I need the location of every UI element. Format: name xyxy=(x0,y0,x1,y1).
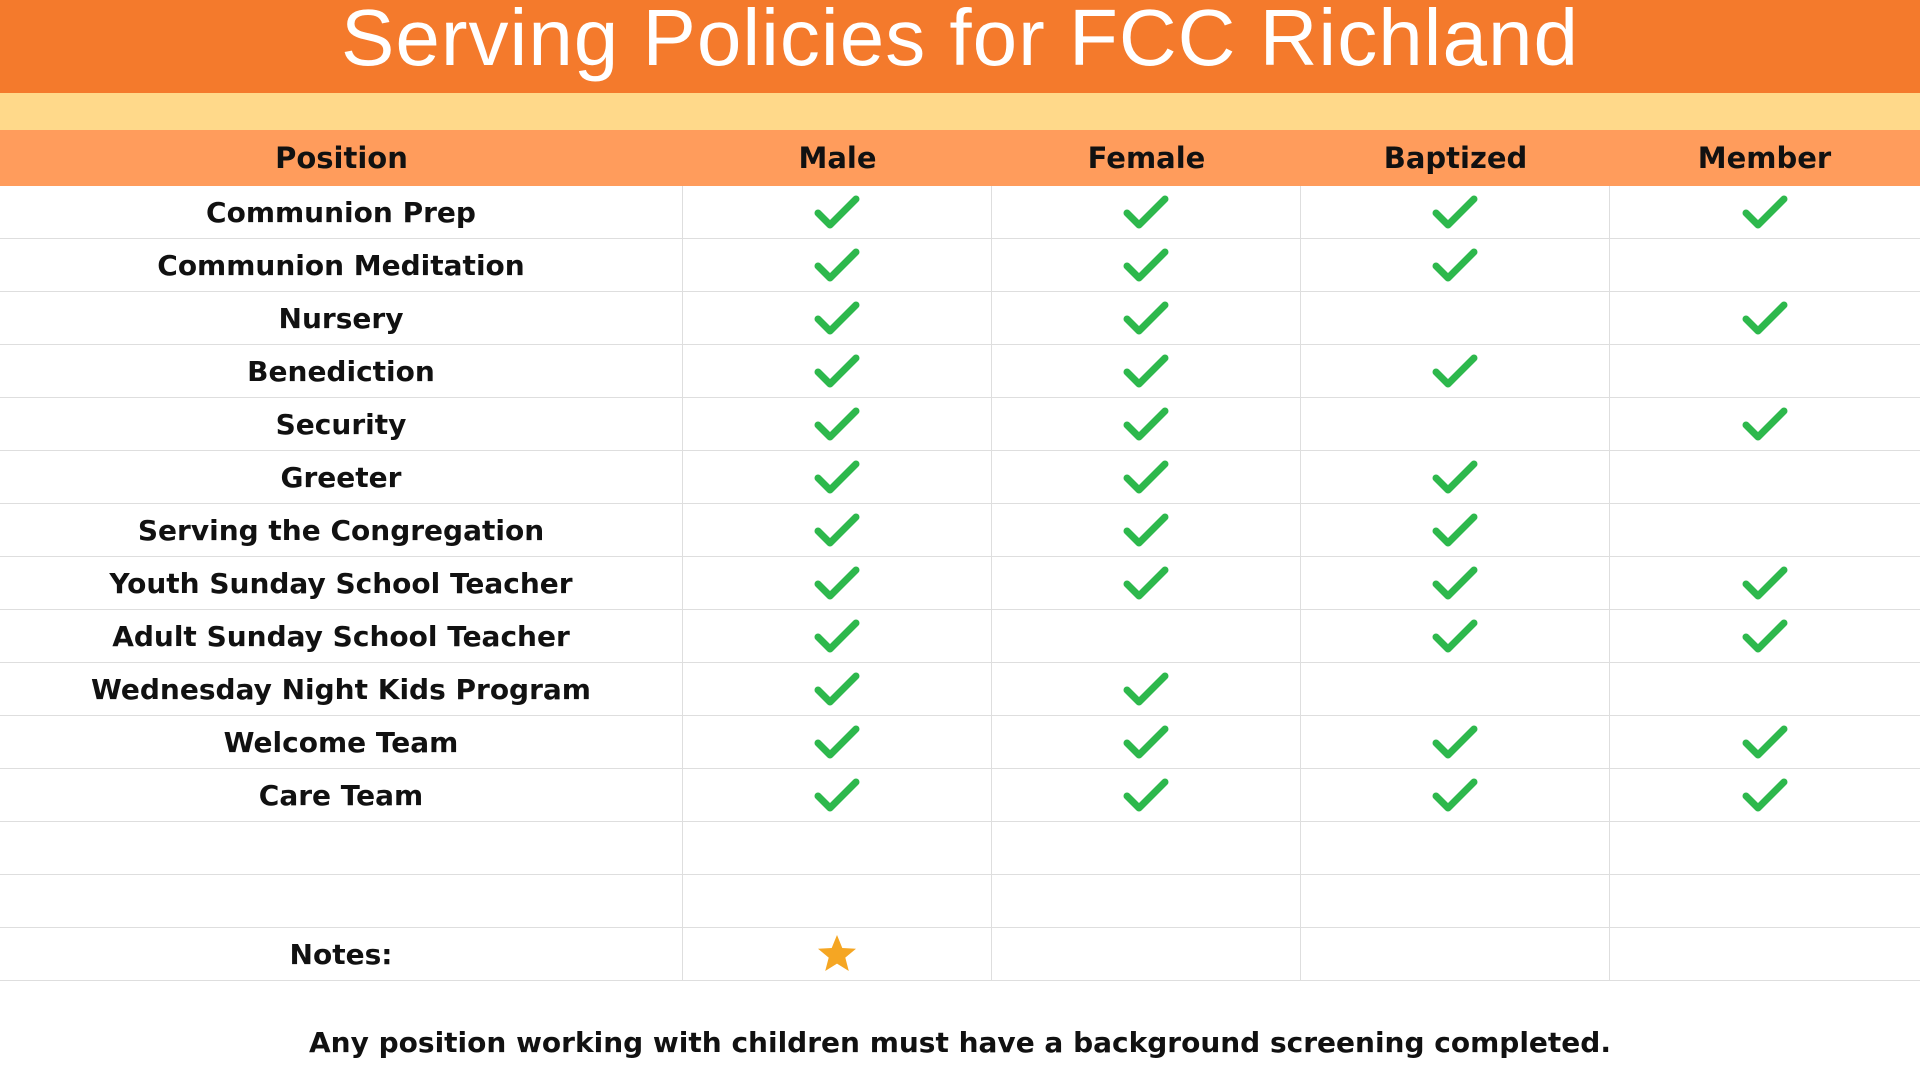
female-cell xyxy=(992,186,1301,238)
checkmark-icon xyxy=(1741,722,1789,762)
table-row xyxy=(0,292,1920,345)
male-cell xyxy=(683,239,992,291)
baptized-cell xyxy=(1301,557,1610,609)
empty-row xyxy=(0,875,1920,928)
position-cell xyxy=(0,769,683,821)
empty-cell xyxy=(1301,875,1610,927)
baptized-cell xyxy=(1301,186,1610,238)
female-cell xyxy=(992,398,1301,450)
checkmark-icon xyxy=(813,245,861,285)
empty-cell xyxy=(0,822,683,874)
position-cell xyxy=(0,186,683,238)
checkmark-icon xyxy=(1431,457,1479,497)
member-cell xyxy=(1610,769,1919,821)
position-cell xyxy=(0,292,683,344)
checkmark-icon xyxy=(1741,404,1789,444)
male-cell xyxy=(683,663,992,715)
title-bar xyxy=(0,0,1920,93)
checkmark-icon xyxy=(1431,351,1479,391)
empty-cell xyxy=(992,822,1301,874)
member-cell xyxy=(1610,663,1919,715)
empty-cell xyxy=(1301,928,1610,980)
checkmark-icon xyxy=(813,457,861,497)
table-row xyxy=(0,716,1920,769)
position-label: Wednesday Night Kids Program xyxy=(91,672,591,706)
table-header xyxy=(0,130,1920,186)
checkmark-icon xyxy=(1431,616,1479,656)
baptized-cell xyxy=(1301,610,1610,662)
position-label: Benediction xyxy=(247,354,435,388)
position-label: Welcome Team xyxy=(223,725,459,759)
male-cell xyxy=(683,769,992,821)
checkmark-icon xyxy=(1122,775,1170,815)
baptized-cell xyxy=(1301,451,1610,503)
male-cell xyxy=(683,292,992,344)
female-cell xyxy=(992,292,1301,344)
checkmark-icon xyxy=(1122,351,1170,391)
footer-note: Any position working with children must have a background screening completed. xyxy=(309,1026,1611,1059)
table-row xyxy=(0,663,1920,716)
checkmark-icon xyxy=(813,616,861,656)
empty-cell xyxy=(992,875,1301,927)
position-cell xyxy=(0,557,683,609)
female-cell xyxy=(992,345,1301,397)
header-female: Female xyxy=(1087,141,1206,175)
baptized-cell xyxy=(1301,716,1610,768)
checkmark-icon xyxy=(1122,722,1170,762)
table-row xyxy=(0,769,1920,822)
table-row xyxy=(0,610,1920,663)
member-cell xyxy=(1610,557,1919,609)
table-row xyxy=(0,345,1920,398)
notes-label-cell xyxy=(0,928,683,980)
empty-cell xyxy=(0,875,683,927)
checkmark-icon xyxy=(813,669,861,709)
empty-cell xyxy=(683,822,992,874)
female-cell xyxy=(992,451,1301,503)
position-label: Care Team xyxy=(258,778,424,812)
header-position: Position xyxy=(275,141,408,175)
male-cell xyxy=(683,557,992,609)
position-cell xyxy=(0,398,683,450)
baptized-cell xyxy=(1301,504,1610,556)
male-cell xyxy=(683,345,992,397)
star-icon xyxy=(815,932,859,976)
position-label: Communion Meditation xyxy=(157,248,525,282)
empty-cell xyxy=(1610,928,1919,980)
notes-label: Notes: xyxy=(289,937,393,971)
checkmark-icon xyxy=(1431,722,1479,762)
accent-band xyxy=(0,93,1920,130)
empty-cell xyxy=(992,928,1301,980)
member-cell xyxy=(1610,504,1919,556)
checkmark-icon xyxy=(1122,404,1170,444)
table-row xyxy=(0,451,1920,504)
checkmark-icon xyxy=(1741,616,1789,656)
header-baptized: Baptized xyxy=(1383,141,1528,175)
female-cell xyxy=(992,239,1301,291)
member-cell xyxy=(1610,451,1919,503)
male-cell xyxy=(683,610,992,662)
position-label: Adult Sunday School Teacher xyxy=(112,619,570,653)
member-cell xyxy=(1610,716,1919,768)
checkmark-icon xyxy=(813,351,861,391)
member-cell xyxy=(1610,239,1919,291)
checkmark-icon xyxy=(813,192,861,232)
checkmark-icon xyxy=(1431,775,1479,815)
empty-row xyxy=(0,822,1920,875)
female-cell xyxy=(992,557,1301,609)
position-label: Security xyxy=(275,407,407,441)
baptized-cell xyxy=(1301,292,1610,344)
empty-cell xyxy=(683,875,992,927)
member-cell xyxy=(1610,610,1919,662)
table-row xyxy=(0,398,1920,451)
notes-icon-cell xyxy=(683,928,992,980)
checkmark-icon xyxy=(813,298,861,338)
table-row xyxy=(0,239,1920,292)
table-row xyxy=(0,557,1920,610)
baptized-cell xyxy=(1301,345,1610,397)
position-label: Nursery xyxy=(278,301,404,335)
position-cell xyxy=(0,239,683,291)
page-title: Serving Policies for FCC Richland xyxy=(341,0,1579,82)
checkmark-icon xyxy=(1431,563,1479,603)
checkmark-icon xyxy=(1741,298,1789,338)
position-cell xyxy=(0,663,683,715)
checkmark-icon xyxy=(1122,510,1170,550)
member-cell xyxy=(1610,398,1919,450)
member-cell xyxy=(1610,345,1919,397)
baptized-cell xyxy=(1301,398,1610,450)
position-cell xyxy=(0,716,683,768)
checkmark-icon xyxy=(1741,192,1789,232)
notes-row xyxy=(0,928,1920,981)
position-cell xyxy=(0,345,683,397)
checkmark-icon xyxy=(1122,192,1170,232)
member-cell xyxy=(1610,186,1919,238)
position-label: Communion Prep xyxy=(206,195,476,229)
checkmark-icon xyxy=(813,404,861,444)
female-cell xyxy=(992,504,1301,556)
header-male: Male xyxy=(798,141,877,175)
checkmark-icon xyxy=(813,510,861,550)
position-cell xyxy=(0,610,683,662)
female-cell xyxy=(992,716,1301,768)
checkmark-icon xyxy=(813,775,861,815)
position-cell xyxy=(0,451,683,503)
male-cell xyxy=(683,451,992,503)
male-cell xyxy=(683,504,992,556)
checkmark-icon xyxy=(1741,775,1789,815)
member-cell xyxy=(1610,292,1919,344)
table-row xyxy=(0,186,1920,239)
empty-cell xyxy=(1301,822,1610,874)
baptized-cell xyxy=(1301,663,1610,715)
checkmark-icon xyxy=(1431,192,1479,232)
checkmark-icon xyxy=(813,563,861,603)
checkmark-icon xyxy=(1122,298,1170,338)
checkmark-icon xyxy=(1122,563,1170,603)
male-cell xyxy=(683,716,992,768)
position-label: Youth Sunday School Teacher xyxy=(109,566,573,600)
baptized-cell xyxy=(1301,769,1610,821)
female-cell xyxy=(992,610,1301,662)
table-row xyxy=(0,504,1920,557)
checkmark-icon xyxy=(1741,563,1789,603)
checkmark-icon xyxy=(1431,245,1479,285)
checkmark-icon xyxy=(1122,457,1170,497)
female-cell xyxy=(992,663,1301,715)
position-label: Serving the Congregation xyxy=(137,513,545,547)
baptized-cell xyxy=(1301,239,1610,291)
position-cell xyxy=(0,504,683,556)
male-cell xyxy=(683,398,992,450)
checkmark-icon xyxy=(813,722,861,762)
empty-cell xyxy=(1610,822,1919,874)
checkmark-icon xyxy=(1122,669,1170,709)
female-cell xyxy=(992,769,1301,821)
policy-table xyxy=(0,186,1920,981)
checkmark-icon xyxy=(1122,245,1170,285)
header-member: Member xyxy=(1697,141,1832,175)
male-cell xyxy=(683,186,992,238)
checkmark-icon xyxy=(1431,510,1479,550)
empty-cell xyxy=(1610,875,1919,927)
position-label: Greeter xyxy=(280,460,402,494)
